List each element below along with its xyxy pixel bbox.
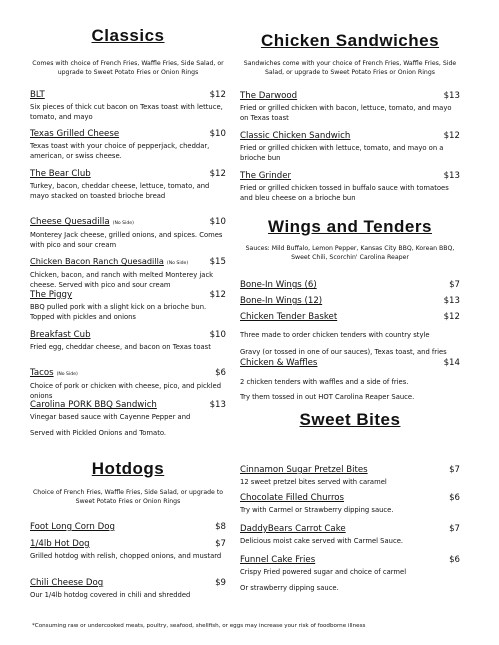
- item-description: Six pieces of thick cut bacon on Texas toast with lettuce, tomato, and mayo: [30, 103, 223, 121]
- menu-item-carrot-cake: [240, 524, 460, 547]
- item-name: Funnel Cake Fries: [240, 555, 316, 565]
- menu-item-tacos: [30, 360, 226, 401]
- item-name: The Grinder: [240, 171, 292, 181]
- tender-description-2: Gravy (or tossed in one of our sauces), Texas toast, and fries: [240, 348, 447, 356]
- item-name: Tacos: [30, 368, 54, 378]
- footer-disclaimer: *Consuming raw or undercooked meats, poultry, seafood, shellfish, or eggs may increase your risk of foodborne illness: [32, 623, 366, 629]
- item-price: $7: [449, 280, 460, 290]
- hotdogs-subtitle: Choice of French Fries, Waffle Fries, Side Salad, or upgrade to Sweet Potato Fries or Onion Rings: [32, 489, 224, 505]
- item-name: Classic Chicken Sandwich: [240, 131, 351, 141]
- menu-item-quarter-lb-hot-dog: [30, 539, 226, 562]
- waffles-description-1: 2 chicken tenders with waffles and a side of fries.: [240, 378, 409, 386]
- menu-item-chili-cheese-dog: [30, 578, 226, 601]
- item-description: Fried egg, cheddar cheese, and bacon on Texas toast: [30, 343, 211, 351]
- item-name: Chicken & Waffles: [240, 358, 318, 368]
- menu-item-churros: [240, 493, 460, 516]
- item-description: Our 1/4lb hotdog covered in chili and shredded: [30, 591, 191, 599]
- item-description: Turkey, bacon, cheddar cheese, lettuce, tomato, and mayo stacked on toasted brioche bread: [30, 182, 210, 200]
- item-price: $12: [209, 290, 226, 300]
- item-note: (No Side): [166, 261, 189, 266]
- item-price: $12: [209, 169, 226, 179]
- menu-item-chicken-waffles: [240, 358, 460, 368]
- item-description: Fried or grilled chicken with lettuce, tomato, and mayo on a brioche bun: [240, 144, 444, 162]
- item-price: $10: [209, 330, 226, 340]
- menu-item-chicken-tender-basket: [240, 312, 460, 322]
- item-description: Try with Carmel or Strawberry dipping sauce.: [240, 506, 394, 514]
- menu-item-the-darwood: [240, 91, 460, 123]
- item-price: $7: [449, 465, 460, 475]
- item-description-2: Served with Pickled Onions and Tomato.: [30, 428, 167, 437]
- sweet-bites-title: Sweet Bites: [299, 410, 401, 429]
- item-price: $13: [209, 400, 226, 410]
- menu-item-the-grinder: [240, 171, 460, 203]
- item-name: DaddyBears Carrot Cake: [240, 524, 346, 534]
- menu-item-chicken-bacon-ranch-quesadilla: [30, 249, 226, 290]
- item-description: Texas toast with your choice of pepperjack, cheddar, american, or swiss cheese.: [30, 142, 210, 160]
- menu-item-texas-grilled-cheese: [30, 129, 226, 161]
- item-price: $10: [209, 217, 226, 227]
- item-description-2: Or strawberry dipping sauce.: [240, 583, 339, 592]
- menu-item-breakfast-cub: [30, 330, 226, 353]
- menu-item-blt: [30, 90, 226, 122]
- item-name: Chili Cheese Dog: [30, 578, 104, 588]
- item-description: 12 sweet pretzel bites served with caramel: [240, 478, 387, 486]
- item-price: $9: [215, 578, 226, 588]
- item-note: (No Side): [112, 221, 134, 226]
- item-price: $7: [215, 539, 226, 549]
- item-price: $7: [449, 524, 460, 534]
- item-description: Grilled hotdog with relish, chopped onions, and mustard: [30, 552, 222, 560]
- item-description: BBQ pulled pork with a slight kick on a brioche bun. Topped with pickles and onions: [30, 303, 207, 321]
- item-price: $15: [209, 257, 226, 267]
- menu-item-classic-chicken-sandwich: [240, 131, 460, 163]
- item-description: Crispy Fried powered sugar and choice of carmel: [240, 568, 407, 576]
- item-description: Fried or grilled chicken with bacon, lettuce, tomato, and mayo on Texas toast: [240, 104, 452, 122]
- menu-item-wings-12: [240, 296, 460, 306]
- item-name: Chicken Bacon Ranch Quesadilla: [30, 256, 164, 266]
- menu-item-funnel-cake-fries: [240, 555, 460, 593]
- chicken-sandwiches-subtitle: Sandwiches come with your choice of French Fries, Waffle Fries, Side Salad, or upgrade to Sweet Potato Fries or Onion Rings: [243, 60, 457, 76]
- menu-item-cheese-quesadilla: [30, 209, 226, 250]
- menu-item-foot-long-corn-dog: [30, 522, 226, 532]
- item-name: Cinnamon Sugar Pretzel Bites: [240, 465, 368, 475]
- item-price: $12: [443, 131, 460, 141]
- classics-title: Classics: [91, 26, 165, 45]
- item-price: $13: [443, 171, 460, 181]
- item-name: Cheese Quesadilla: [30, 217, 110, 227]
- classics-subtitle: Comes with choice of French Fries, Waffle Fries, Side Salad, or upgrade to Sweet Potato Fries or Onion Rings: [32, 60, 224, 76]
- item-description: Delicious moist cake served with Carmel Sauce.: [240, 537, 404, 545]
- item-note: (No Side): [56, 372, 78, 377]
- item-price: $12: [209, 90, 226, 100]
- tender-description-1: Three made to order chicken tenders with country style: [240, 331, 430, 339]
- item-price: $6: [449, 493, 460, 503]
- item-name: Bone-In Wings (12): [240, 296, 323, 306]
- menu-item-the-piggy: [30, 290, 226, 322]
- item-description: Vinegar based sauce with Cayenne Pepper and: [30, 413, 191, 421]
- item-name: The Darwood: [240, 91, 298, 101]
- menu-item-wings-6: [240, 280, 460, 290]
- menu-item-carolina-pork-bbq: [30, 400, 226, 438]
- item-description: Fried or grilled chicken tossed in buffalo sauce with tomatoes and bleu cheese on a brioche bun: [240, 184, 449, 202]
- item-name: Breakfast Cub: [30, 330, 91, 340]
- item-description: Chicken, bacon, and ranch with melted Monterey jack cheese. Served with pico and sour cream: [30, 271, 214, 289]
- item-name: Chicken Tender Basket: [240, 312, 338, 322]
- item-name: Carolina PORK BBQ Sandwich: [30, 400, 157, 410]
- item-price: $10: [209, 129, 226, 139]
- hotdogs-title: Hotdogs: [91, 459, 165, 478]
- waffles-description-2: Try them tossed in out HOT Carolina Reaper Sauce.: [240, 393, 415, 401]
- item-name: The Bear Club: [30, 169, 91, 179]
- chicken-sandwiches-title: Chicken Sandwiches: [260, 31, 440, 50]
- item-price: $13: [443, 296, 460, 306]
- menu-item-bear-club: [30, 169, 226, 201]
- item-price: $6: [449, 555, 460, 565]
- item-price: $6: [215, 368, 226, 378]
- item-price: $14: [443, 358, 460, 368]
- item-description: Choice of pork or chicken with cheese, pico, and pickled onions: [30, 382, 222, 400]
- item-name: Texas Grilled Cheese: [30, 129, 120, 139]
- item-name: Chocolate Filled Churros: [240, 493, 345, 503]
- item-price: $13: [443, 91, 460, 101]
- item-name: The Piggy: [30, 290, 73, 300]
- item-name: Foot Long Corn Dog: [30, 522, 115, 532]
- item-name: 1/4lb Hot Dog: [30, 539, 90, 549]
- item-price: $8: [215, 522, 226, 532]
- wings-subtitle: Sauces: Mild Buffalo, Lemon Pepper, Kansas City BBQ, Korean BBQ, Sweet Chili, Scorchin' Carolina Reaper: [245, 245, 455, 261]
- menu-item-pretzel-bites: [240, 465, 460, 488]
- item-name: Bone-In Wings (6): [240, 280, 317, 290]
- item-price: $12: [443, 312, 460, 322]
- item-description: Monterey Jack cheese, grilled onions, and spices. Comes with pico and sour cream: [30, 231, 223, 249]
- item-name: BLT: [30, 90, 45, 100]
- wings-title: Wings and Tenders: [268, 217, 432, 236]
